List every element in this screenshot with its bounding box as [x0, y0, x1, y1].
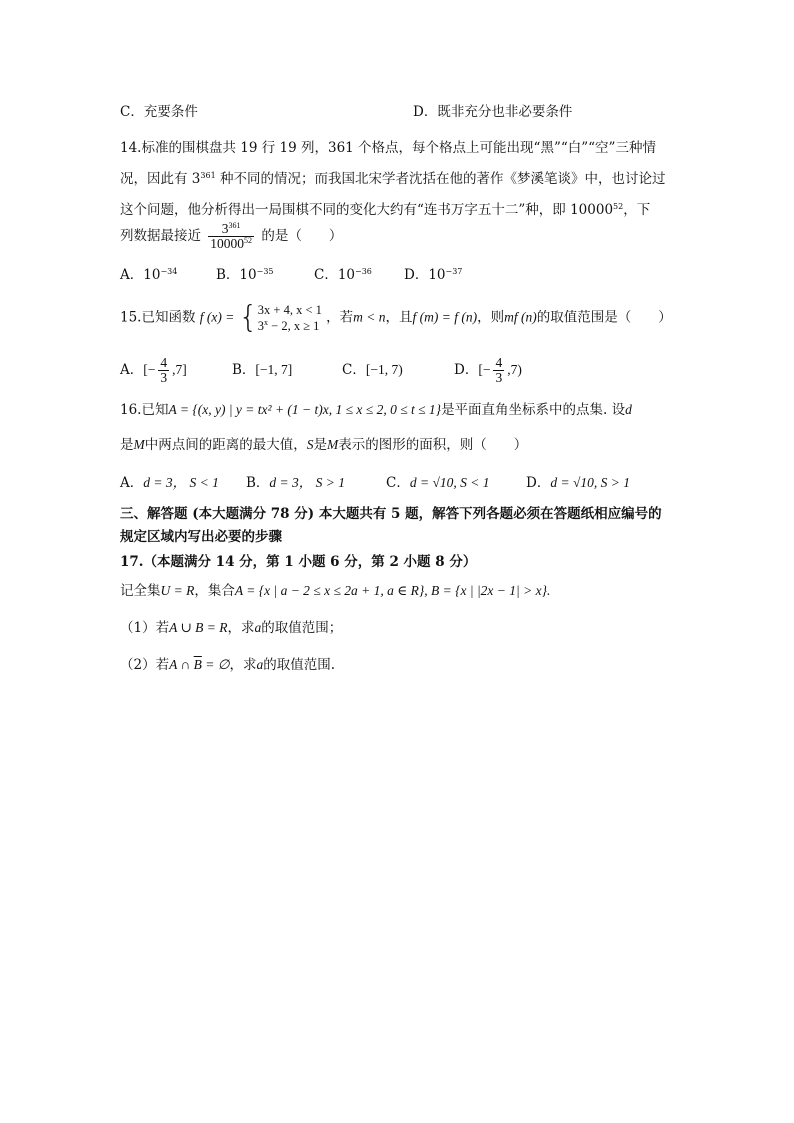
q14-frac-numerator: $3^{361}$ — [208, 222, 254, 237]
q17-stem: 记全集U = R，集合A = {x | a − 2 ≤ x ≤ 2a + 1, a ∈ R}, B = {x | |2x − 1| > x}. — [120, 583, 551, 599]
q15-case1: 3x + 4, x < 1 — [257, 303, 322, 317]
q15-stem — [120, 302, 672, 334]
q14-line2 — [120, 170, 665, 188]
q14-line2b: 种不同的情况；而我国北宋学者沈括在他的著作《梦溪笔谈》中，也讨论过 — [215, 171, 666, 187]
q17-part2: （2）若A ∩ $\overline{B}$ = ∅，求a的取值范围. — [120, 657, 336, 673]
q14-line1: 14.标准的围棋盘共 19 行 19 列，361 个格点，每个格点上可能出现“黑”“白”“空”三种情 — [120, 140, 656, 156]
q14-option-a: A．$10^{-34}$ — [120, 267, 178, 283]
q14-line3b: ，下 — [623, 202, 651, 218]
q14-options — [120, 266, 462, 284]
q16-option-c: C．d = √10, S < 1 — [386, 475, 490, 491]
q13-option-c: C．充要条件 — [120, 104, 198, 120]
q15-options — [120, 356, 522, 385]
q14-option-b: B．$10^{-35}$ — [216, 267, 274, 283]
q17-complement-b: $\overline{B}$ — [193, 657, 202, 672]
q15-mid2: ，且 — [385, 309, 413, 326]
q15-option-a: A．[− $\frac{4}{3}$ ,7] — [120, 355, 187, 385]
q16-mid: 是平面直角坐标系中的点集. 设 — [441, 402, 626, 418]
q13-option-d: D．既非充分也非必要条件 — [413, 104, 573, 120]
q15-piecewise — [258, 302, 322, 334]
q14-line2-sup: 361 — [200, 171, 216, 180]
q15-option-d: D．[− $\frac{4}{3}$ ,7) — [454, 355, 522, 385]
q16-option-a: A．d = 3， S < 1 — [120, 475, 219, 491]
q15-brace: { — [238, 300, 258, 335]
q17-part1: （1）若A ∪ B = R，求a的取值范围； — [120, 620, 343, 636]
q16-options — [120, 474, 630, 492]
q16-line1 — [120, 401, 632, 419]
q17-title: 17.（本题满分 14 分，第 1 小题 6 分，第 2 小题 8 分） — [120, 554, 477, 570]
q16-line2: 是M中两点间的距离的最大值，S是M表示的图形的面积，则（ ） — [120, 437, 528, 453]
q15-mid3: ，则 — [477, 309, 505, 326]
q14-line3-sup: 52 — [613, 202, 624, 211]
q15-option-b: B．[−1, 7] — [232, 362, 293, 378]
q15-prefix: 15.已知函数 — [120, 309, 196, 326]
q15-mid1: ，若 — [326, 309, 354, 326]
section3-heading-line1: 三、解答题 (本大题满分 78 分) 本大题共有 5 题，解答下列各题必须在答题纸相应编号的 — [120, 506, 662, 522]
q14-fraction — [208, 222, 254, 251]
q15-fx: f (x) = — [199, 309, 235, 325]
q14-line4a: 列数据最接近 — [120, 228, 201, 244]
q15-expr: mf (n) — [504, 309, 537, 325]
q14-line4 — [120, 222, 342, 251]
q14-option-c: C．$10^{-36}$ — [314, 267, 372, 283]
q14-option-d: D．$10^{-37}$ — [404, 267, 463, 283]
q14-line3 — [120, 201, 650, 219]
q15-cond1: m < n — [353, 309, 386, 325]
q16-d: d — [625, 402, 632, 417]
q15-cond2: f (m) = f (n) — [412, 309, 478, 325]
q15-case2: $3^x - 2$, x ≥ 1 — [257, 318, 320, 333]
q16-option-d: D．d = √10, S > 1 — [526, 475, 630, 491]
q14-line4b: 的是（ ） — [261, 228, 343, 244]
q14-line2a: 况，因此有 3 — [120, 171, 201, 187]
q16-prefix: 16.已知 — [120, 402, 169, 418]
section3-heading-line2: 规定区域内写出必要的步骤 — [120, 529, 282, 545]
q15-option-c: C．[−1, 7) — [342, 362, 403, 378]
q15-suffix: 的取值范围是（ ） — [536, 309, 672, 326]
q16-set: A = {(x, y) | y = tx² + (1 − t)x, 1 ≤ x ≤ 2, 0 ≤ t ≤ 1} — [168, 402, 442, 417]
q14-line3a: 这个问题，他分析得出一局围棋不同的变化大约有“连书万字五十二”种，即 10000 — [120, 202, 614, 218]
q16-option-b: B．d = 3， S > 1 — [246, 475, 346, 491]
q14-frac-denominator: 10000$^{52}$ — [210, 236, 253, 251]
